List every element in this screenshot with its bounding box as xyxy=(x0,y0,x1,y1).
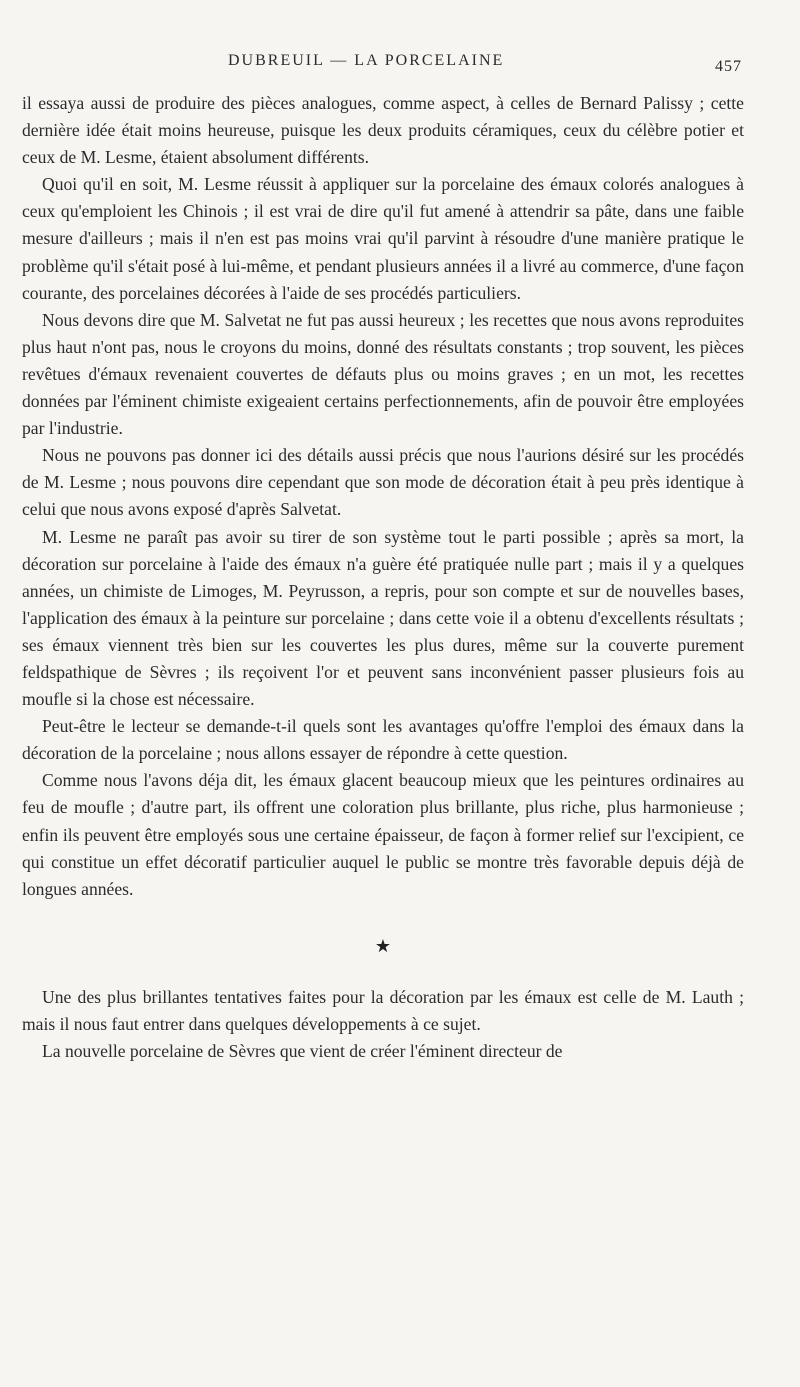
paragraph-4: Nous ne pouvons pas donner ici des détails aussi précis que nous l'aurions désiré sur les procédés de M. Lesme ; nous pouvons dire cependant que son mode de décoration était à peu près identique à celui que nous avons exposé d'après Salvetat. xyxy=(22,445,744,520)
running-head xyxy=(0,52,800,82)
paragraph-2: Quoi qu'il en soit, M. Lesme réussit à appliquer sur la porcelaine des émaux colorés analogues à ceux qu'emploient les Chinois ; il est vrai de dire qu'il fut amené à attendrir sa pâte, dans une faible mesure d'ailleurs ; mais il n'en est pas moins vrai qu'il parvint à résoudre d'une manière pratique le problème qu'il s'était posé à lui-même, et pendant plusieurs années il a livré au commerce, d'une façon courante, des porcelaines décorées à l'aide de ses procédés particuliers. xyxy=(22,174,744,303)
paragraph-1: il essaya aussi de produire des pièces analogues, comme aspect, à celles de Bernard Palissy ; cette dernière idée était moins heureuse, puisque les deux produits céramiques, ceux du célèbre potier et ceux de M. Lesme, étaient absolument différents. xyxy=(22,93,744,168)
page-number: 457 xyxy=(715,58,742,75)
body-text xyxy=(22,90,744,1065)
paragraph-5: M. Lesme ne paraît pas avoir su tirer de son système tout le parti possible ; après sa mort, la décoration sur porcelaine à l'aide des émaux n'a guère été pratiquée nulle part ; mais il y a quelques années, un chimiste de Limoges, M. Peyrusson, a repris, pour son compte et sur de nouvelles bases, l'application des émaux à la peinture sur porcelaine ; dans cette voie il a obtenu d'excellents résultats ; ses émaux viennent très bien sur les couvertes les plus dures, même sur la couverte purement feldspathique de Sèvres ; ils reçoivent l'or et peuvent sans inconvénient passer plusieurs fois au moufle si la chose est nécessaire. xyxy=(22,526,744,710)
section-separator-star: ★ xyxy=(374,935,392,956)
paragraph-7: Comme nous l'avons déja dit, les émaux glacent beaucoup mieux que les peintures ordinaires au feu de moufle ; d'autre part, ils offrent une coloration plus brillante, plus riche, plus harmonieuse ; enfin ils peuvent être employés sous une certaine épaisseur, de façon à former relief sur l'excipient, ce qui constitue un effet décoratif particulier auquel le public se montre très favorable depuis déjà de longues années. xyxy=(22,770,744,899)
paragraph-9: La nouvelle porcelaine de Sèvres que vient de créer l'éminent directeur de xyxy=(42,1041,563,1062)
paragraph-8: Une des plus brillantes tentatives faites pour la décoration par les émaux est celle de M. Lauth ; mais il nous faut entrer dans quelques développements à ce sujet. xyxy=(22,986,744,1034)
paragraph-3: Nous devons dire que M. Salvetat ne fut pas aussi heureux ; les recettes que nous avons reproduites plus haut n'ont pas, nous le croyons du moins, donné des résultats constants ; trop souvent, les pièces revêtues d'émaux revenaient couvertes de défauts plus ou moins graves ; en un mot, les recettes données par l'éminent chimiste exigeaient certains perfectionnements, afin de pouvoir être employées par l'industrie. xyxy=(22,309,744,439)
running-title: DUBREUIL — LA PORCELAINE xyxy=(228,52,505,69)
paragraph-6: Peut-être le lecteur se demande-t-il quels sont les avantages qu'offre l'emploi des émaux dans la décoration de la porcelaine ; nous allons essayer de répondre à cette question. xyxy=(22,716,744,764)
